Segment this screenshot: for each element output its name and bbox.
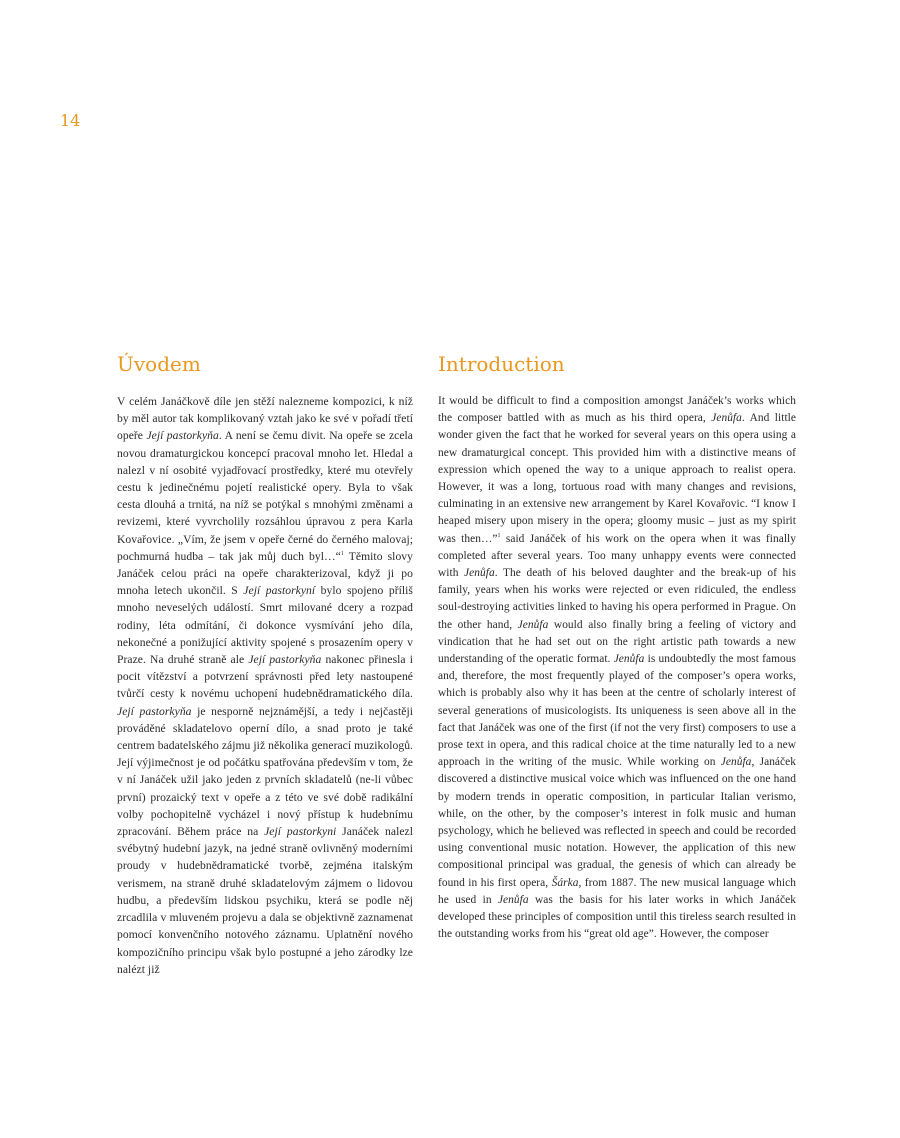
text-segment: would also finally bring a feeling of victory and vindication that he had set out on the right artistic path towards a new understanding of the operatic format.	[438, 618, 796, 666]
footnote-marker: 1	[340, 550, 344, 557]
work-title: Jenůfa	[497, 893, 529, 906]
text-segment: was the basis for his later works in which Janáček developed these principles of composition until this tireless search resulted in the outstanding works from his “great old age”. However, the composer	[438, 893, 796, 941]
page-number: 14	[60, 111, 81, 130]
work-title: Šárka	[551, 876, 579, 889]
text-segment: . And little wonder given the fact that he worked for several years on this opera using a new dramaturgical concept. This provided him with a distinctive means of expression which opened the way to a unique approach to realist opera. However, it was a long, tortuous road with many changes and revisions, culminating in an extensive new arrangement by Karel Kovařovic. “I know I heaped misery upon misery in the opera; gloomy music – just as my spirit was then…”	[438, 412, 796, 545]
work-title: Její pastorkyní	[243, 584, 316, 598]
work-title: Její pastorkyni	[264, 825, 337, 839]
work-title: Jenůfa	[711, 412, 742, 425]
work-title: Jenůfa	[720, 756, 752, 769]
work-title: Jenůfa	[613, 653, 645, 666]
text-segment: nakonec přinesla i pocit vítězství a potvrzení správnosti před lety nastoupené tvůrčí cesty k novému uchopení hudebnědramatického díla.	[117, 653, 413, 701]
english-body-text	[438, 393, 796, 944]
czech-heading: Úvodem	[117, 352, 201, 376]
text-segment: Těmito slovy Janáček celou práci na opeře charakterizoval, když ji po mnoha letech ukončil. S	[117, 549, 413, 598]
text-segment: V celém Janáčkově díle jen stěží nalezneme kompozici, k níž by měl autor tak komplikovaný vztah jako ke své v pořadí třetí opeře	[117, 395, 413, 443]
work-title: Její pastorkyňa	[146, 429, 219, 443]
text-segment: . A není se čemu divit. Na opeře se zcela novou dramaturgickou koncepcí pracoval mnoho let. Hledal a nalezl v ní osobité vyjadřovací prostředky, které mu otevřely cestu k jedinečnému pojetí realistické opery. Byla to však cesta dlouhá a trnitá, na níž se potýkal s mnohými změnami a revizemi, které vyvrcholily rozsáhlou úpravou z pera Karla Kovařovice. „Vím, že jsem v opeře černé do černého malovaj; pochmurná hudba – tak jak můj duch byl…“	[117, 429, 414, 563]
work-title: Jenůfa	[517, 618, 549, 631]
work-title: Jenůfa	[464, 567, 495, 580]
work-title: Její pastorkyňa	[117, 704, 192, 718]
text-segment: said Janáček of his work on the opera when it was finally completed after several years. Too many unhappy events were connected with	[438, 532, 796, 580]
english-heading: Introduction	[438, 352, 565, 376]
text-segment: bylo spojeno příliš mnoho neveselých událostí. Smrt milované dcery a rozpad rodiny, léta odmítání, či dokonce vysmívání jeho díla, nekonečné a ponižující aktivity spojené s prosazením opery v Praze. Na druhé straně ale	[117, 584, 413, 667]
text-segment: Janáček nalezl svébytný hudební jazyk, na jedné straně ovlivněný moderními proudy v hudebnědramatické tvorbě, zejména italským verismem, na straně druhé skladatelovým zájmem o lidovou hudbu, a především lidskou psychiku, která se podle něj zrcadlila v mluveném projevu a dala se objektivně zaznamenat pomocí konvenčního notového záznamu. Uplatnění nového kompozičního principu však bylo postupné a jeho zárodky lze nalézt již	[117, 825, 414, 976]
english-column	[438, 352, 796, 944]
footnote-marker: 1	[497, 532, 501, 539]
work-title: Její pastorkyňa	[248, 653, 322, 667]
czech-body-text	[117, 393, 413, 978]
text-segment: . The death of his beloved daughter and the break-up of his family, years when his works were rejected or even ridiculed, the endless soul-destroying activities linked to having his opera performed in Prague. On the other hand,	[438, 567, 796, 631]
text-segment: je nesporně nejznámější, a tedy i nejčastěji prováděné skladatelovo operní dílo, a snad proto je také centrem badatelského zájmu již několika generací muzikologů. Její výjimečnost je od počátku spatřována především v tom, že v ní Janáček užil jako jeden z prvních skladatelů (ne-li vůbec první) prozaický text v opeře a z této ve své době radikální volby pochopitelně vycházel i nový přístup k hudebnímu zpracování. Během práce na	[117, 704, 413, 839]
text-segment: , from 1887. The new musical language which he used in	[438, 876, 796, 906]
czech-column	[117, 352, 413, 978]
text-segment: is undoubtedly the most famous and, therefore, the most frequently played of the composer’s opera works, which is probably also why it has been at the centre of scholarly interest of several generations of musicologists. Its uniqueness is seen above all in the fact that Janáček was one of the first (if not the very first) composers to use a prose text in opera, and this radical choice at the time naturally led to a new approach in the writing of the music. While working on	[438, 653, 797, 769]
text-segment: It would be difficult to find a composition amongst Janáček’s works which the composer battled with as much as his third opera,	[438, 395, 796, 425]
text-segment: , Janáček discovered a distinctive musical voice which was influenced on the one hand by modern trends in operatic composition, in particular Italian verismo, while, on the other, by the composer’s interest in folk music and human psychology, which he believed was reflected in speech and could be recorded using conventional music notation. However, the application of this new compositional principal was gradual, the genesis of which can already be found in his first opera,	[438, 756, 796, 889]
